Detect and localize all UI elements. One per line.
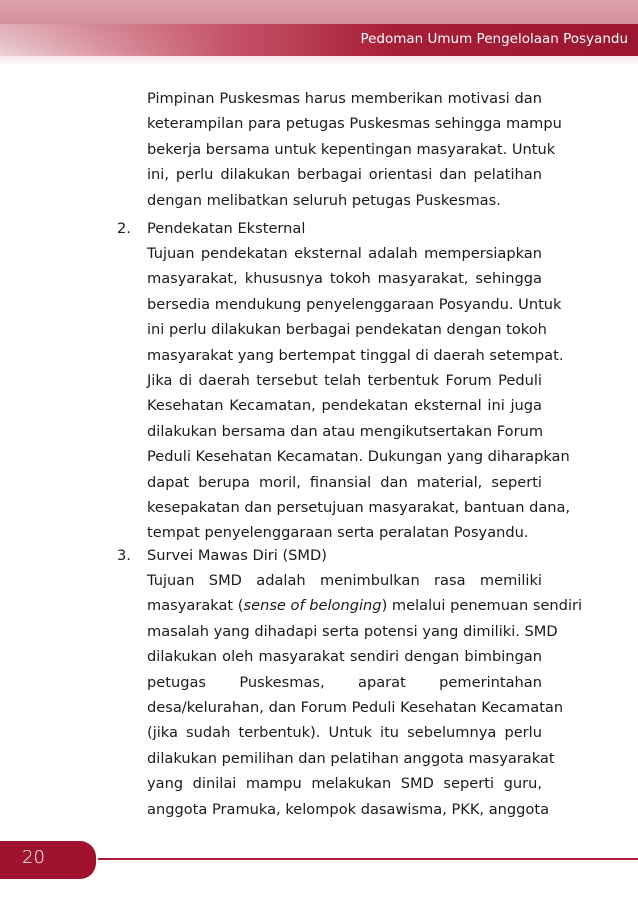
list-number-2: 2. (117, 220, 131, 237)
italic-phrase: sense of belonging (243, 597, 382, 615)
list-number-3: 3. (117, 547, 131, 564)
text-line: (jika sudah terbentuk). Untuk itu sebelumnya perlu (147, 724, 542, 742)
text-line: Tujuan pendekatan eksternal adalah mempersiapkan (147, 245, 542, 262)
text-line: anggota Pramuka, kelompok dasawisma, PKK, anggota (147, 800, 550, 818)
text-line: tempat penyelenggaraan serta peralatan Posyandu. (147, 524, 529, 542)
text-line: kesepakatan dan persetujuan masyarakat, bantuan dana, (147, 498, 571, 516)
text-line: masyarakat yang bertempat tinggal di daerah setempat. (147, 346, 564, 364)
text-line: Tujuan SMD adalah menimbulkan rasa memiliki (147, 572, 542, 589)
page-number: 20 (22, 847, 45, 868)
intro-paragraph (147, 86, 562, 213)
text-line: dengan melibatkan seluruh petugas Puskesmas. (147, 191, 501, 209)
page-number-tab (0, 841, 96, 879)
text-line: ini perlu dilakukan berbagai pendekatan dengan tokoh (147, 321, 547, 339)
text-line: masyarakat, khususnya tokoh masyarakat, sehingga (147, 270, 542, 288)
footer-rule (98, 858, 638, 860)
text-fragment: ) melalui penemuan sendiri (381, 597, 583, 615)
text-line: yang dinilai mampu melakukan SMD seperti guru, (147, 775, 542, 793)
section-heading-pendekatan-eksternal: Pendekatan Eksternal (147, 220, 306, 237)
text-line: dilakukan pemilihan dan pelatihan anggota masyarakat (147, 749, 555, 767)
text-line: petugas Puskesmas, aparat pemerintahan (147, 673, 542, 691)
text-line: Jika di daerah tersebut telah terbentuk Forum Peduli (147, 371, 542, 389)
text-line: Kesehatan Kecamatan, pendekatan eksternal ini juga (147, 397, 542, 415)
text-line: bekerja bersama untuk kepentingan masyarakat. Untuk (147, 140, 556, 158)
text-line-with-italic (147, 593, 583, 618)
survei-mawas-diri-paragraph (147, 568, 583, 822)
running-header-title: Pedoman Umum Pengelolaan Posyandu (360, 31, 628, 47)
text-line: Pimpinan Puskesmas harus memberikan motivasi dan (147, 90, 542, 107)
text-line: desa/kelurahan, dan Forum Peduli Kesehatan Kecamatan (147, 698, 564, 716)
text-line: masalah yang dihadapi serta potensi yang dimiliki. SMD (147, 622, 558, 640)
text-line: ini, perlu dilakukan berbagai orientasi dan pelatihan (147, 166, 542, 184)
text-line: dilakukan bersama dan atau mengikutsertakan Forum (147, 422, 544, 440)
text-fragment: masyarakat ( (147, 597, 244, 615)
text-line: Peduli Kesehatan Kecamatan. Dukungan yang diharapkan (147, 448, 570, 466)
text-line: bersedia mendukung penyelenggaraan Posyandu. Untuk (147, 295, 562, 313)
text-line: dilakukan oleh masyarakat sendiri dengan bimbingan (147, 648, 542, 666)
text-line: keterampilan para petugas Puskesmas sehingga mampu (147, 115, 562, 133)
pendekatan-eksternal-paragraph (147, 241, 571, 546)
text-line: dapat berupa moril, finansial dan material, seperti (147, 473, 542, 491)
section-heading-survei-mawas-diri: Survei Mawas Diri (SMD) (147, 547, 327, 564)
